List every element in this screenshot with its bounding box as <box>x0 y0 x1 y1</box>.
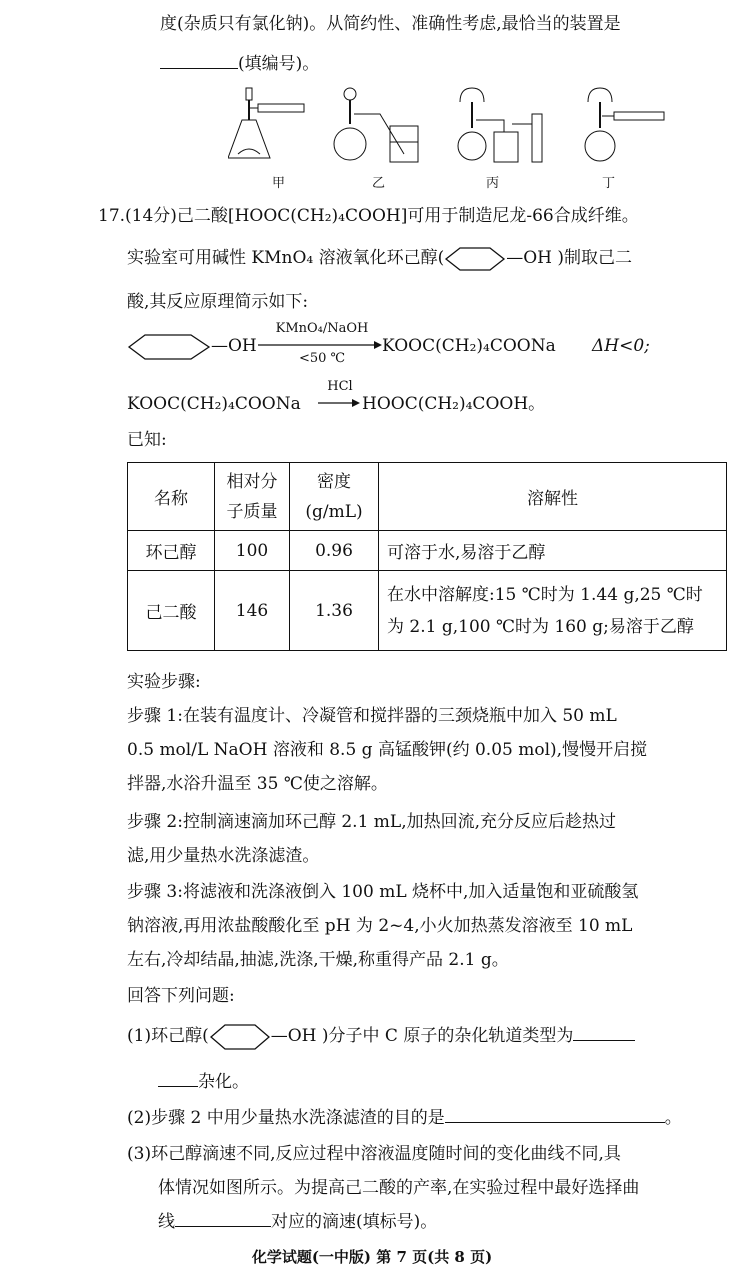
steps-title: 实验步骤: <box>127 672 201 692</box>
rxn2-reactant: KOOC(CH₂)₄COONa <box>127 394 301 414</box>
rxn1-arrow-icon <box>258 340 382 350</box>
q1-text-b: —OH )分子中 C 原子的杂化轨道类型为 <box>270 1026 574 1046</box>
step1-line-3: 拌器,水浴升温至 35 ℃使之溶解。 <box>127 774 388 794</box>
table-cell-mass: 100 <box>215 531 290 571</box>
intro-line-2 <box>160 50 319 78</box>
table-header-density: 密度 (g/mL) <box>290 463 379 531</box>
table-cell-name: 环己醇 <box>128 531 215 571</box>
answer-prompt: 回答下列问题: <box>127 986 235 1006</box>
q17-line-1: 17.(14分)己二酸[HOOC(CH₂)₄COOH]可用于制造尼龙-66合成纤维。 <box>98 206 639 226</box>
q1-line-1 <box>127 1022 635 1051</box>
table-cell-solubility: 在水中溶解度:15 ℃时为 1.44 g,25 ℃时 为 2.1 g,100 ℃时为 160 g;易溶于乙醇 <box>379 571 727 651</box>
step1-line-2: 0.5 mol/L NaOH 溶液和 8.5 g 高锰酸钾(约 0.05 mol),慢慢开启搅 <box>127 740 648 760</box>
rxn1-reagent-top: KMnO₄/NaOH <box>275 321 369 336</box>
q2-end: 。 <box>664 1108 682 1128</box>
rxn1-enthalpy: ΔH<0; <box>592 336 650 356</box>
step3-line-1: 步骤 3:将滤液和洗涤液倒入 100 mL 烧杯中,加入适量饱和亚硫酸氢 <box>127 882 639 902</box>
cyclohexane-ring-icon <box>209 1023 271 1051</box>
q17-line-2b: —OH )制取己二 <box>506 248 633 268</box>
step2-line-2: 滤,用少量热水洗涤滤渣。 <box>127 846 320 866</box>
reaction-1 <box>127 332 257 361</box>
known-label: 已知: <box>127 430 167 450</box>
q3-line-1: (3)环己醇滴速不同,反应过程中溶液温度随时间的变化曲线不同,具 <box>127 1144 621 1164</box>
answer-blank-q3[interactable] <box>175 1208 271 1227</box>
table-header-name: 名称 <box>128 463 215 531</box>
q17-line-3: 酸,其反应原理简示如下: <box>127 292 309 312</box>
q1-text-c: 杂化。 <box>198 1072 249 1092</box>
table-cell-density: 1.36 <box>290 571 379 651</box>
answer-blank-q1a[interactable] <box>573 1022 635 1041</box>
rxn1-reagent-bottom: <50 ℃ <box>298 351 346 366</box>
rxn2-product: HOOC(CH₂)₄COOH。 <box>362 394 546 414</box>
cyclohexane-ring-icon <box>127 333 211 361</box>
answer-blank-q2[interactable] <box>445 1104 665 1123</box>
answer-blank-apparatus[interactable] <box>160 50 238 69</box>
table-cell-density: 0.96 <box>290 531 379 571</box>
rxn2-reagent: HCl <box>327 379 353 394</box>
properties-table <box>127 462 727 651</box>
cyclohexane-ring-icon <box>444 246 506 272</box>
step2-line-1: 步骤 2:控制滴速滴加环己醇 2.1 mL,加热回流,充分反应后趁热过 <box>127 812 617 832</box>
q3-line-2: 体情况如图所示。为提高己二酸的产率,在实验过程中最好选择曲 <box>158 1178 640 1198</box>
apparatus-label-jia: 甲 <box>272 176 286 191</box>
apparatus-ding-icon <box>580 84 680 174</box>
table-cell-name: 己二酸 <box>128 571 215 651</box>
intro-line-1: 度(杂质只有氯化钠)。从简约性、准确性考虑,最恰当的装置是 <box>160 14 621 34</box>
apparatus-label-yi: 乙 <box>372 176 386 191</box>
table-cell-solubility: 可溶于水,易溶于乙醇 <box>379 531 727 571</box>
answer-blank-q1b[interactable] <box>158 1068 198 1087</box>
q2-text: (2)步骤 2 中用少量热水洗涤滤渣的目的是 <box>127 1108 445 1128</box>
q2-line <box>127 1104 682 1132</box>
rxn2-arrow-icon <box>318 398 360 408</box>
q1-text-a: (1)环己醇( <box>127 1026 209 1046</box>
intro-fill-hint: (填编号)。 <box>238 54 320 74</box>
table-cell-mass: 146 <box>215 571 290 651</box>
apparatus-bing-icon <box>452 84 562 174</box>
rxn1-oh-group: —OH <box>211 336 257 356</box>
rxn1-product: KOOC(CH₂)₄COONa <box>382 336 556 356</box>
q17-line-2 <box>127 244 632 272</box>
table-header-solubility: 溶解性 <box>379 463 727 531</box>
table-header-mass: 相对分 子质量 <box>215 463 290 531</box>
table-row <box>128 531 727 571</box>
q3-text-b: 对应的滴速(填标号)。 <box>271 1212 438 1232</box>
table-row <box>128 571 727 651</box>
apparatus-label-bing: 丙 <box>486 176 500 191</box>
q3-line-3 <box>158 1208 437 1236</box>
page-footer: 化学试题(一中版) 第 7 页(共 8 页) <box>251 1248 493 1266</box>
step3-line-3: 左右,冷却结晶,抽滤,洗涤,干燥,称重得产品 2.1 g。 <box>127 950 509 970</box>
apparatus-jia-icon <box>228 84 308 174</box>
q1-line-2 <box>158 1068 249 1096</box>
step3-line-2: 钠溶液,再用浓盐酸酸化至 pH 为 2~4,小火加热蒸发溶液至 10 mL <box>127 916 633 936</box>
q3-text-a: 线 <box>158 1212 175 1232</box>
q17-line-2a: 实验室可用碱性 KMnO₄ 溶液氧化环己醇( <box>127 248 445 268</box>
table-header-row <box>128 463 727 531</box>
apparatus-label-ding: 丁 <box>602 176 616 191</box>
step1-line-1: 步骤 1:在装有温度计、冷凝管和搅拌器的三颈烧瓶中加入 50 mL <box>127 706 617 726</box>
apparatus-yi-icon <box>330 84 430 174</box>
